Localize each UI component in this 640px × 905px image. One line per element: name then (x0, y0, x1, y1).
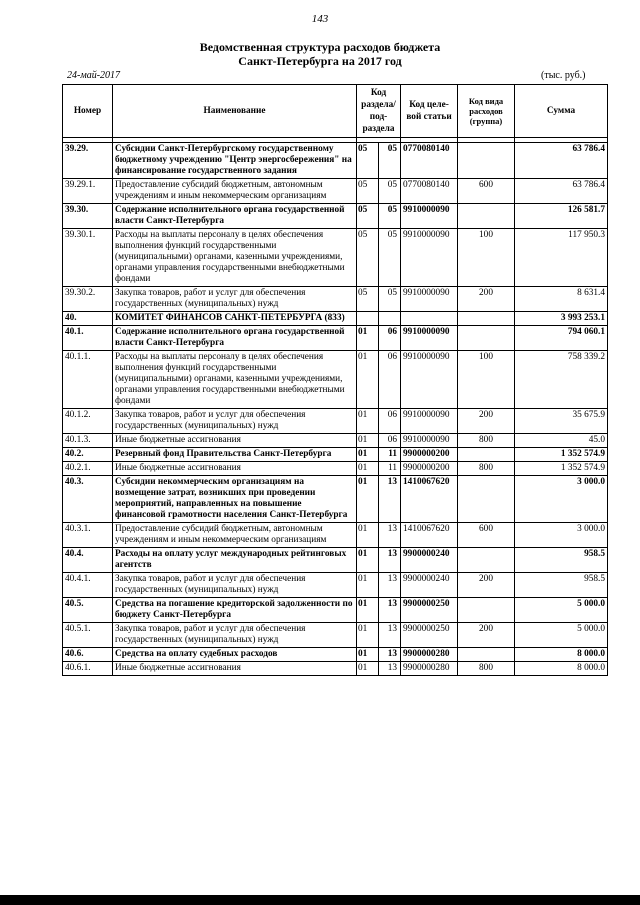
row-subsection-code: 13 (379, 648, 401, 662)
row-sum: 5 000.0 (515, 598, 608, 623)
row-sum: 758 339.2 (515, 351, 608, 409)
row-number: 40.2.1. (63, 462, 113, 476)
row-expense-type: 600 (458, 523, 515, 548)
page-title (0, 40, 640, 68)
row-name: Закупка товаров, работ и услуг для обеспечения государственных (муниципальных) нужд (113, 573, 357, 598)
row-expense-type: 100 (458, 229, 515, 287)
row-subsection-code: 13 (379, 523, 401, 548)
scan-bottom-edge (0, 895, 640, 905)
row-section-code: 01 (357, 573, 379, 598)
header-name: Наименование (113, 85, 357, 138)
row-section-code: 01 (357, 662, 379, 676)
row-name: Содержание исполнительного органа государственной власти Санкт-Петербурга (113, 204, 357, 229)
row-expense-type: 200 (458, 409, 515, 434)
row-number: 39.29. (63, 143, 113, 179)
row-section-code (357, 312, 379, 326)
row-section-code: 01 (357, 409, 379, 434)
row-sum: 63 786.4 (515, 143, 608, 179)
table-row (63, 179, 608, 204)
row-section-code: 01 (357, 462, 379, 476)
row-target-code: 9910000090 (401, 409, 458, 434)
table-row (63, 462, 608, 476)
table-row (63, 598, 608, 623)
row-target-code: 0770080140 (401, 179, 458, 204)
page-number: 143 (311, 13, 329, 25)
row-number: 40.2. (63, 448, 113, 462)
row-subsection-code: 05 (379, 179, 401, 204)
row-section-code: 01 (357, 598, 379, 623)
row-section-code: 01 (357, 351, 379, 409)
row-sum: 5 000.0 (515, 623, 608, 648)
row-number: 40.1.1. (63, 351, 113, 409)
row-expense-type (458, 204, 515, 229)
row-sum: 3 000.0 (515, 523, 608, 548)
row-number: 39.29.1. (63, 179, 113, 204)
table-row (63, 623, 608, 648)
row-sum: 3 993 253.1 (515, 312, 608, 326)
row-number: 40.6.1. (63, 662, 113, 676)
row-subsection-code: 06 (379, 409, 401, 434)
table-body (63, 143, 608, 676)
row-number: 40.5. (63, 598, 113, 623)
row-target-code: 9900000200 (401, 462, 458, 476)
row-name: Предоставление субсидий бюджетным, автономным учреждениям и иным некоммерческим организациям (113, 523, 357, 548)
row-name: Закупка товаров, работ и услуг для обеспечения государственных (муниципальных) нужд (113, 409, 357, 434)
row-target-code: 9900000280 (401, 662, 458, 676)
row-number: 40. (63, 312, 113, 326)
row-name: Закупка товаров, работ и услуг для обеспечения государственных (муниципальных) нужд (113, 623, 357, 648)
row-target-code: 0770080140 (401, 143, 458, 179)
row-name: Расходы на оплату услуг международных рейтинговых агентств (113, 548, 357, 573)
document-date: 24-май-2017 (67, 70, 121, 81)
row-name: Иные бюджетные ассигнования (113, 662, 357, 676)
row-expense-type (458, 312, 515, 326)
row-target-code: 9900000250 (401, 598, 458, 623)
units-label: (тыс. руб.) (541, 70, 586, 81)
row-expense-type: 100 (458, 351, 515, 409)
row-number: 40.4. (63, 548, 113, 573)
row-target-code: 9900000250 (401, 623, 458, 648)
row-section-code: 01 (357, 476, 379, 523)
row-subsection-code: 13 (379, 548, 401, 573)
table-row (63, 662, 608, 676)
row-name: Иные бюджетные ассигнования (113, 462, 357, 476)
row-name: Расходы на выплаты персоналу в целях обеспечения выполнения функций государственными (муниципальными) органами, казенными учреждениями, органами управления государственными внебюджетными фондами (113, 351, 357, 409)
row-subsection-code: 11 (379, 462, 401, 476)
table-row (63, 143, 608, 179)
table-row (63, 523, 608, 548)
row-sum: 63 786.4 (515, 179, 608, 204)
row-subsection-code: 05 (379, 229, 401, 287)
row-sum: 35 675.9 (515, 409, 608, 434)
row-number: 40.3.1. (63, 523, 113, 548)
row-name: Средства на оплату судебных расходов (113, 648, 357, 662)
row-expense-type (458, 598, 515, 623)
row-target-code: 9910000090 (401, 287, 458, 312)
row-sum: 794 060.1 (515, 326, 608, 351)
row-subsection-code: 05 (379, 287, 401, 312)
row-expense-type (458, 548, 515, 573)
row-target-code: 1410067620 (401, 523, 458, 548)
row-name: Субсидии Санкт-Петербургскому государственному бюджетному учреждению "Центр энергосбережения" на финансирование государственного задания (113, 143, 357, 179)
row-target-code: 9900000280 (401, 648, 458, 662)
row-section-code: 01 (357, 623, 379, 648)
budget-table (62, 84, 608, 676)
row-name: Резервный фонд Правительства Санкт-Петербурга (113, 448, 357, 462)
row-number: 40.3. (63, 476, 113, 523)
row-sum: 1 352 574.9 (515, 462, 608, 476)
table-row (63, 287, 608, 312)
row-expense-type (458, 326, 515, 351)
table-row (63, 648, 608, 662)
title-line-1: Ведомственная структура расходов бюджета (199, 40, 441, 54)
row-subsection-code: 13 (379, 598, 401, 623)
table-row (63, 476, 608, 523)
row-number: 40.1. (63, 326, 113, 351)
table-row (63, 351, 608, 409)
row-sum: 45.0 (515, 434, 608, 448)
row-sum: 8 000.0 (515, 662, 608, 676)
row-section-code: 05 (357, 143, 379, 179)
row-target-code: 9900000200 (401, 448, 458, 462)
row-expense-type (458, 448, 515, 462)
row-sum: 1 352 574.9 (515, 448, 608, 462)
row-subsection-code: 05 (379, 204, 401, 229)
row-number: 39.30.2. (63, 287, 113, 312)
row-section-code: 01 (357, 523, 379, 548)
row-target-code: 9910000090 (401, 229, 458, 287)
row-sum: 958.5 (515, 548, 608, 573)
row-subsection-code: 06 (379, 434, 401, 448)
table-row (63, 409, 608, 434)
row-sum: 126 581.7 (515, 204, 608, 229)
table-row (63, 448, 608, 462)
header-expense-type: Код вида расходов (группа) (458, 85, 515, 138)
row-expense-type: 200 (458, 287, 515, 312)
row-name: Предоставление субсидий бюджетным, автономным учреждениям и иным некоммерческим организациям (113, 179, 357, 204)
table-row (63, 434, 608, 448)
row-expense-type (458, 476, 515, 523)
row-subsection-code: 05 (379, 143, 401, 179)
row-expense-type: 800 (458, 462, 515, 476)
row-subsection-code: 06 (379, 326, 401, 351)
row-subsection-code: 13 (379, 662, 401, 676)
row-number: 39.30.1. (63, 229, 113, 287)
row-section-code: 01 (357, 548, 379, 573)
title-line-2: Санкт-Петербурга на 2017 год (238, 54, 402, 68)
table-row (63, 229, 608, 287)
row-subsection-code: 13 (379, 573, 401, 598)
row-subsection-code: 13 (379, 623, 401, 648)
row-number: 40.1.2. (63, 409, 113, 434)
table-row (63, 204, 608, 229)
row-target-code: 9900000240 (401, 548, 458, 573)
row-sum: 958.5 (515, 573, 608, 598)
table-row (63, 326, 608, 351)
row-name: Иные бюджетные ассигнования (113, 434, 357, 448)
row-section-code: 05 (357, 229, 379, 287)
row-name: Содержание исполнительного органа государственной власти Санкт-Петербурга (113, 326, 357, 351)
row-section-code: 01 (357, 648, 379, 662)
table-header-row (63, 85, 608, 138)
row-name: КОМИТЕТ ФИНАНСОВ САНКТ-ПЕТЕРБУРГА (833) (113, 312, 357, 326)
row-section-code: 01 (357, 434, 379, 448)
header-number: Номер (63, 85, 113, 138)
row-section-code: 05 (357, 204, 379, 229)
row-subsection-code (379, 312, 401, 326)
table-row (63, 573, 608, 598)
row-name: Средства на погашение кредиторской задолженности по бюджету Санкт-Петербурга (113, 598, 357, 623)
row-section-code: 05 (357, 179, 379, 204)
row-sum: 3 000.0 (515, 476, 608, 523)
row-expense-type (458, 648, 515, 662)
row-subsection-code: 13 (379, 476, 401, 523)
row-expense-type (458, 143, 515, 179)
row-expense-type: 200 (458, 573, 515, 598)
header-sum: Сумма (515, 85, 608, 138)
row-number: 40.1.3. (63, 434, 113, 448)
header-section: Код раздела/ под-раздела (357, 85, 401, 138)
row-expense-type: 800 (458, 434, 515, 448)
row-subsection-code: 06 (379, 351, 401, 409)
row-sum: 8 631.4 (515, 287, 608, 312)
header-target: Код целе-вой статьи (401, 85, 458, 138)
table-row (63, 312, 608, 326)
row-number: 39.30. (63, 204, 113, 229)
row-target-code: 9910000090 (401, 326, 458, 351)
row-name: Субсидии некоммерческим организациям на возмещение затрат, возникших при проведении мероприятий, направленных на повышение финансовой грамотности населения Санкт-Петербурга (113, 476, 357, 523)
row-number: 40.6. (63, 648, 113, 662)
row-section-code: 01 (357, 326, 379, 351)
row-target-code: 9910000090 (401, 351, 458, 409)
row-target-code (401, 312, 458, 326)
row-expense-type: 600 (458, 179, 515, 204)
row-target-code: 9910000090 (401, 434, 458, 448)
row-target-code: 9900000240 (401, 573, 458, 598)
row-section-code: 01 (357, 448, 379, 462)
row-target-code: 9910000090 (401, 204, 458, 229)
row-name: Закупка товаров, работ и услуг для обеспечения государственных (муниципальных) нужд (113, 287, 357, 312)
row-subsection-code: 11 (379, 448, 401, 462)
row-expense-type: 200 (458, 623, 515, 648)
row-target-code: 1410067620 (401, 476, 458, 523)
row-sum: 117 950.3 (515, 229, 608, 287)
row-number: 40.5.1. (63, 623, 113, 648)
row-sum: 8 000.0 (515, 648, 608, 662)
table-row (63, 548, 608, 573)
row-expense-type: 800 (458, 662, 515, 676)
row-name: Расходы на выплаты персоналу в целях обеспечения выполнения функций государственными (муниципальными) органами, казенными учреждениями, органами управления государственными внебюджетными фондами (113, 229, 357, 287)
row-number: 40.4.1. (63, 573, 113, 598)
row-section-code: 05 (357, 287, 379, 312)
